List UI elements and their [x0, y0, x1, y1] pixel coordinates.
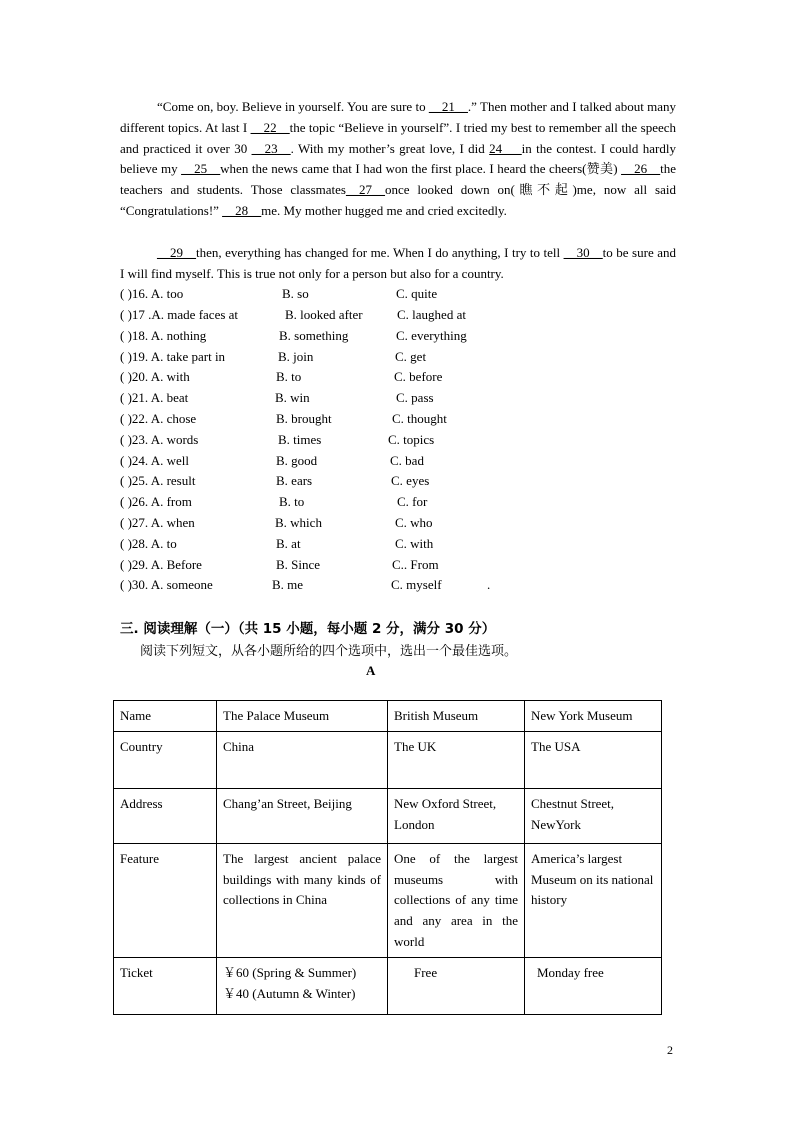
table-cell: [217, 957, 388, 1014]
table-row: [114, 701, 662, 732]
passage-text: to be sure and I will find myself. This is true not only for a person but also for a country.: [120, 245, 676, 281]
question-option-c: C. laughed at: [397, 307, 466, 322]
question-option-b: B. good: [276, 453, 318, 468]
question-option-c: C. get: [395, 349, 427, 364]
table-cell: China: [217, 731, 388, 788]
question-option-a: ( )16. A. too: [120, 286, 184, 301]
question-option-b: B. ears: [276, 473, 313, 488]
question-option-a: ( )26. A. from: [120, 494, 192, 509]
question-option-c: C. thought: [392, 411, 447, 426]
table-row: [114, 843, 662, 957]
passage-text: . With my mother’s great love, I did: [290, 140, 490, 156]
blank-27: __27__: [345, 182, 385, 198]
passage-text: .” Then mother and I talked about many different topics. At last I: [120, 99, 676, 135]
question-option-a: ( )24. A. well: [120, 453, 189, 468]
section-instruction: 阅读下列短文，从各小题所给的四个选项中，选出一个最佳选项。: [140, 644, 518, 659]
passage-text: me. My mother hugged me and cried excitedly.: [261, 202, 507, 218]
table-cell: Chestnut Street, NewYork: [525, 788, 662, 843]
question-option-b: B. so: [282, 286, 309, 301]
question-option-a: ( )18. A. nothing: [120, 328, 207, 343]
table-cell: America’s largest Museum on its national history: [525, 843, 662, 957]
question-option-b: B. Since: [276, 557, 321, 572]
question-option-b: B. brought: [276, 411, 332, 426]
table-row: [114, 957, 662, 1014]
question-option-a: ( )29. A. Before: [120, 557, 202, 572]
passage-text: once looked down on(瞧不起)me, now all said “Congratulations!”: [120, 182, 676, 218]
table-cell: New Oxford Street, London: [388, 788, 525, 843]
passage-text: the teachers and students. Those classmates: [120, 161, 677, 198]
question-option-a: ( )22. A. chose: [120, 411, 197, 426]
question-option-b: B. looked after: [285, 307, 363, 322]
question-option-c: C.. From: [392, 557, 439, 572]
passage-paragraph-1: [120, 97, 676, 222]
question-option-c: C. quite: [396, 286, 438, 301]
table-row: [114, 731, 662, 788]
passage-text: then, everything has changed for me. When I do anything, I try to tell: [196, 245, 564, 260]
table-cell: Ticket: [114, 957, 217, 1014]
table-cell: The largest ancient palace buildings with many kinds of collections in China: [217, 843, 388, 957]
blank-30: __30__: [563, 245, 603, 260]
question-option-a: ( )23. A. words: [120, 432, 199, 447]
question-option-c: C. bad: [390, 453, 424, 468]
question-option-c: C. who: [395, 515, 433, 530]
table-cell: Free: [388, 957, 525, 1014]
table-cell: Feature: [114, 843, 217, 957]
section-title: 三. 阅读理解（一）（共 15 小题，每小题 2 分，满分 30 分）: [120, 621, 496, 637]
page-number: 2: [667, 1043, 673, 1057]
question-option-a: ( )28. A. to: [120, 536, 177, 551]
ticket-price-spring: ￥60 (Spring & Summer): [223, 964, 357, 980]
question-option-b: B. something: [279, 328, 349, 343]
question-option-b: B. win: [275, 390, 310, 405]
table-cell: Monday free: [525, 957, 662, 1014]
ticket-price-autumn: ￥40 (Autumn & Winter): [223, 985, 356, 1001]
passage-paragraph-2: [120, 243, 676, 285]
question-option-a: ( )30. A. someone: [120, 577, 213, 592]
table-header-cell: British Museum: [388, 701, 525, 732]
question-option-a: ( )27. A. when: [120, 515, 195, 530]
question-option-a: ( )17 .A. made faces at: [120, 307, 239, 322]
passage-text: the topic “Believe in yourself”. I tried my best to remember all the speech and practiced it over 30: [120, 119, 676, 156]
question-option-c: C. pass: [396, 390, 434, 405]
table-cell: The USA: [525, 731, 662, 788]
question-option-b: B. to: [279, 494, 305, 509]
table-cell: The UK: [388, 731, 525, 788]
table-row: [114, 788, 662, 843]
table-cell: Chang’an Street, Beijing: [217, 788, 388, 843]
question-option-c: C. before: [394, 369, 443, 384]
table-header-cell: Name: [114, 701, 217, 732]
question-option-b: B. me: [272, 577, 304, 592]
museum-table: [113, 700, 662, 1015]
passage-text: when the news came that I had won the first place. I heard the cheers(赞美): [220, 161, 622, 177]
blank-22: __22__: [250, 119, 290, 135]
question-option-a: ( )19. A. take part in: [120, 349, 226, 364]
question-option-b: B. times: [278, 432, 322, 447]
blank-26: __26__: [621, 161, 661, 177]
question-option-c: C. topics: [388, 432, 435, 447]
question-option-c: C. with: [395, 536, 434, 551]
question-option-b: B. to: [276, 369, 302, 384]
blank-29: __29__: [157, 245, 196, 260]
blank-28: __28__: [222, 202, 262, 218]
question-option-b: B. join: [278, 349, 314, 364]
question-option-b: B. at: [276, 536, 301, 551]
question-option-a: ( )21. A. beat: [120, 390, 189, 405]
passage-text: in the contest. I could hardly believe my: [120, 140, 676, 177]
blank-23: __23__: [251, 140, 291, 156]
question-option-c: C. myself: [391, 577, 442, 592]
question-option-b: B. which: [275, 515, 322, 530]
table-cell: Country: [114, 731, 217, 788]
question-option-c: C. eyes: [391, 473, 430, 488]
table-header-cell: The Palace Museum: [217, 701, 388, 732]
blank-25: __25__: [181, 161, 221, 177]
passage-text: “Come on, boy. Believe in yourself. You are sure to: [157, 99, 429, 114]
trailing-period: .: [487, 577, 491, 592]
table-header-cell: New York Museum: [525, 701, 662, 732]
table-cell: One of the largest museums with collections of any time and any area in the world: [388, 843, 525, 957]
table-cell: Address: [114, 788, 217, 843]
passage-label: A: [366, 663, 376, 678]
question-option-a: ( )20. A. with: [120, 369, 190, 384]
question-option-a: ( )25. A. result: [120, 473, 196, 488]
blank-24: 24___: [489, 140, 522, 156]
blank-21: __21__: [428, 99, 468, 114]
question-option-c: C. everything: [396, 328, 467, 343]
question-option-c: C. for: [397, 494, 428, 509]
